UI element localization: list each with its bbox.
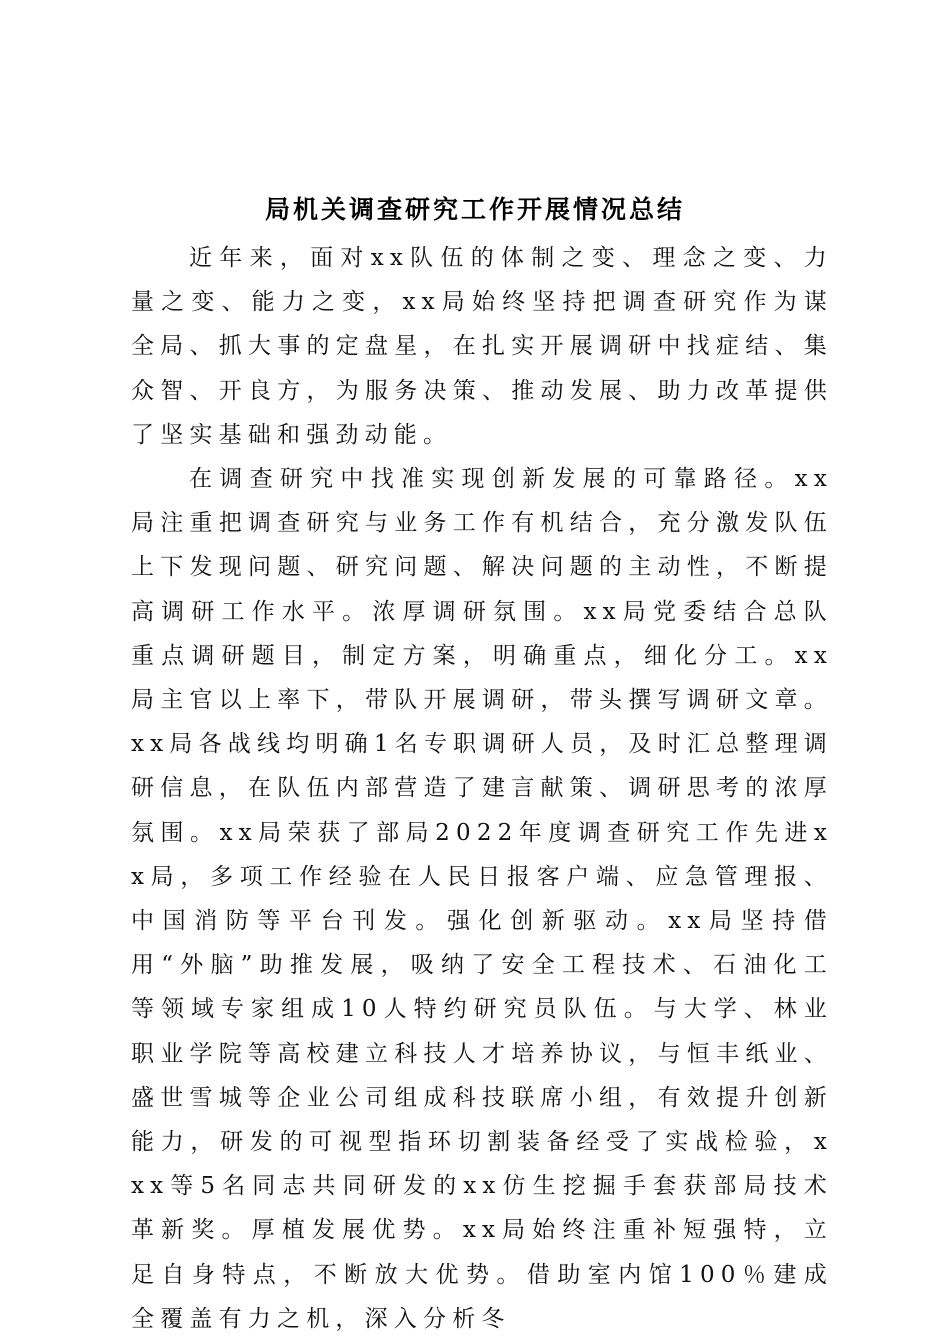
document-body bbox=[131, 236, 833, 1341]
paragraph-intro: 近年来，面对xx队伍的体制之变、理念之变、力量之变、能力之变，xx局始终坚持把调查研究作为谋全局、抓大事的定盘星，在扎实开展调研中找症结、集众智、开良方，为服务决策、推动发展、助力改革提供了坚实基础和强劲动能。 bbox=[131, 245, 833, 448]
paragraph-innovation-path: 在调查研究中找准实现创新发展的可靠路径。xx局注重把调查研究与业务工作有机结合，充分激发队伍上下发现问题、研究问题、解决问题的主动性，不断提高调研工作水平。浓厚调研氛围。xx局党委结合总队重点调研题目，制定方案，明确重点，细化分工。xx局主官以上率下，带队开展调研，带头撰写调研文章。xx局各战线均明确1名专职调研人员，及时汇总整理调研信息，在队伍内部营造了建言献策、调研思考的浓厚氛围。xx局荣获了部局2022年度调查研究工作先进xx局，多项工作经验在人民日报客户端、应急管理报、中国消防等平台刊发。强化创新驱动。xx局坚持借用“外脑”助推发展，吸纳了安全工程技术、石油化工等领域专家组成10人特约研究员队伍。与大学、林业职业学院等高校建立科技人才培养协议，与恒丰纸业、盛世雪城等企业公司组成科技联席小组，有效提升创新能力，研发的可视型指环切割装备经受了实战检验，xxx等5名同志共同研发的xx仿生挖掘手套获部局技术革新奖。厚植发展优势。xx局始终注重补短强特，立足自身特点，不断放大优势。借助室内馆100％建成全覆盖有力之机，深入分析冬 bbox=[131, 466, 833, 1332]
document-title: 局机关调查研究工作开展情况总结 bbox=[264, 195, 685, 224]
